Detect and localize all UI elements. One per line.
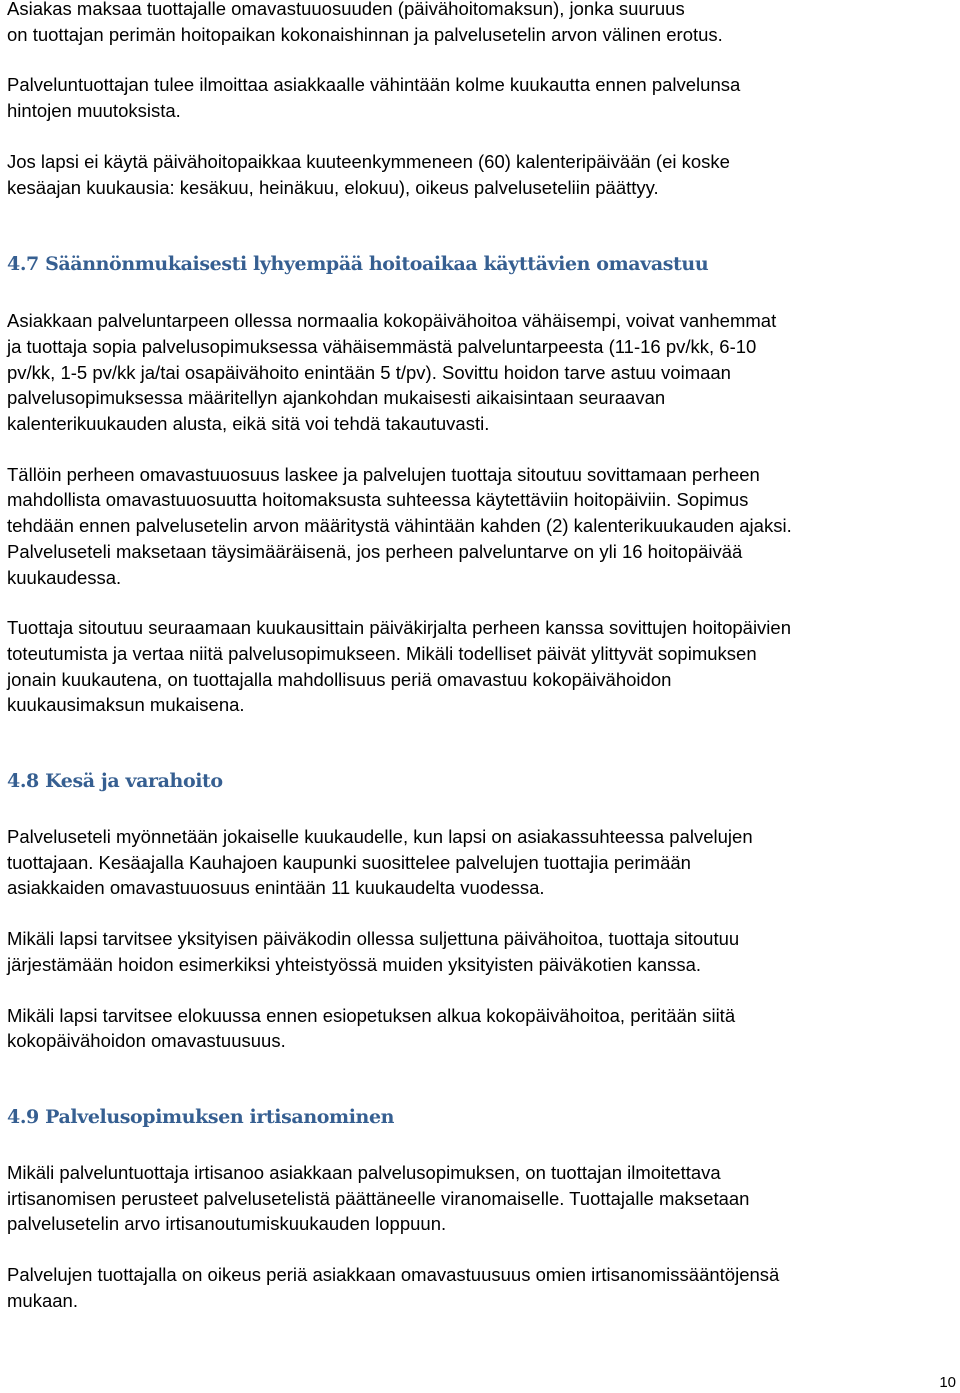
paragraph-palveluntarve: Asiakkaan palveluntarpeen ollessa normaalia kokopäivähoitoa vähäisempi, voivat vanhemmat ja tuottaja sopia palvelusopimuksessa vähäisemmästä palveluntarpeesta (11-16 pv/kk, 6-10 pv/kk, 1-5 pv/kk ja/tai osapäivähoito enintään 5 t/pv). Sovittu hoidon tarve astuu voimaan palvelusopimuksessa määritellyn ajankohdan mukaisesti aikaisintaan seuraavan kalenterikuukauden alusta, eikä sitä voi tehdä takautuvasti. xyxy=(7,310,777,435)
paragraph-palveluseteli-paattyy: Jos lapsi ei käytä päivähoitopaikkaa kuuteenkymmeneen (60) kalenteripäivään (ei koske kesäajan kuukausia: kesäkuu, heinäkuu, elokuu), oikeus palveluseteliin päättyy. xyxy=(7,150,730,198)
section-heading-4-8: 4.8 Kesä ja varahoito xyxy=(7,770,223,793)
section-heading-4-9: 4.9 Palvelusopimuksen irtisanominen xyxy=(7,1105,395,1128)
paragraph-hintojen-muutokset: Palveluntuottajan tulee ilmoittaa asiakkaalle vähintään kolme kuukautta ennen palvelunsa hintojen muutoksista. xyxy=(7,74,741,122)
paragraph-omavastuuosuus-laskee: Tällöin perheen omavastuuosuus laskee ja palvelujen tuottaja sitoutuu sovittamaan perheen mahdollista omavastuuosuutta hoitomaksusta suhteessa käytettäviin hoitopäiviin. Sopimus tehdään ennen palvelusetelin arvon määritystä vähintään kahden (2) kalenterikuukauden ajaksi. Palveluseteli maksetaan täysimääräisenä, jos perheen palveluntarve on yli 16 hoitopäivää kuukaudessa. xyxy=(7,463,792,588)
paragraph-elokuu: Mikäli lapsi tarvitsee elokuussa ennen esiopetuksen alkua kokopäivähoitoa, peritään siitä kokopäivähoidon omavastuusuus. xyxy=(7,1004,736,1052)
paragraph-paivakirja-seuranta: Tuottaja sitoutuu seuraamaan kuukausittain päiväkirjalta perheen kanssa sovittujen hoitopäivien toteutumista ja vertaa niitä palvelusopimukseen. Mikäli todelliset päivät ylittyvät sopimuksen jonain kuukautena, on tuottajalla mahdollisuus periä omavastuu kokopäivähoidon kuukausimaksun mukaisena. xyxy=(7,617,791,716)
section-heading-4-7: 4.7 Säännönmukaisesti lyhyempää hoitoaikaa käyttävien omavastuu xyxy=(7,253,709,276)
paragraph-irtisanominen: Mikäli palveluntuottaja irtisanoo asiakkaan palvelusopimuksen, on tuottajan ilmoitettava irtisanomisen perusteet palvelusetelistä päättäneelle viranomaiselle. Tuottajalle maksetaan palvelusetelin arvo irtisanoutumiskuukauden loppuun. xyxy=(7,1161,750,1235)
paragraph-varahoito: Mikäli lapsi tarvitsee yksityisen päiväkodin ollessa suljettuna päivähoitoa, tuottaja sitoutuu järjestämään hoidon esimerkiksi yhteistyössä muiden yksityisten päiväkotien kanssa. xyxy=(7,928,740,975)
paragraph-irtisanomissaannot: Palvelujen tuottajalla on oikeus periä asiakkaan omavastuusuus omien irtisanomissääntöjensä mukaan. xyxy=(7,1264,780,1311)
paragraph-kesaaika: Palveluseteli myönnetään jokaiselle kuukaudelle, kun lapsi on asiakassuhteessa palvelujen tuottajaan. Kesäajalla Kauhajoen kaupunki suosittelee palvelujen tuottajia perimään asiakkaiden omavastuuosuus enintään 11 kuukaudelta vuodessa. xyxy=(7,826,753,899)
page-number: 10 xyxy=(939,1374,956,1391)
document-page xyxy=(7,0,957,1314)
paragraph-omavastuuosuus: Asiakas maksaa tuottajalle omavastuuosuuden (päivähoitomaksun), jonka suuruus on tuottajan perimän hoitopaikan kokonaishinnan ja palvelusetelin arvon välinen erotus. xyxy=(7,0,723,45)
